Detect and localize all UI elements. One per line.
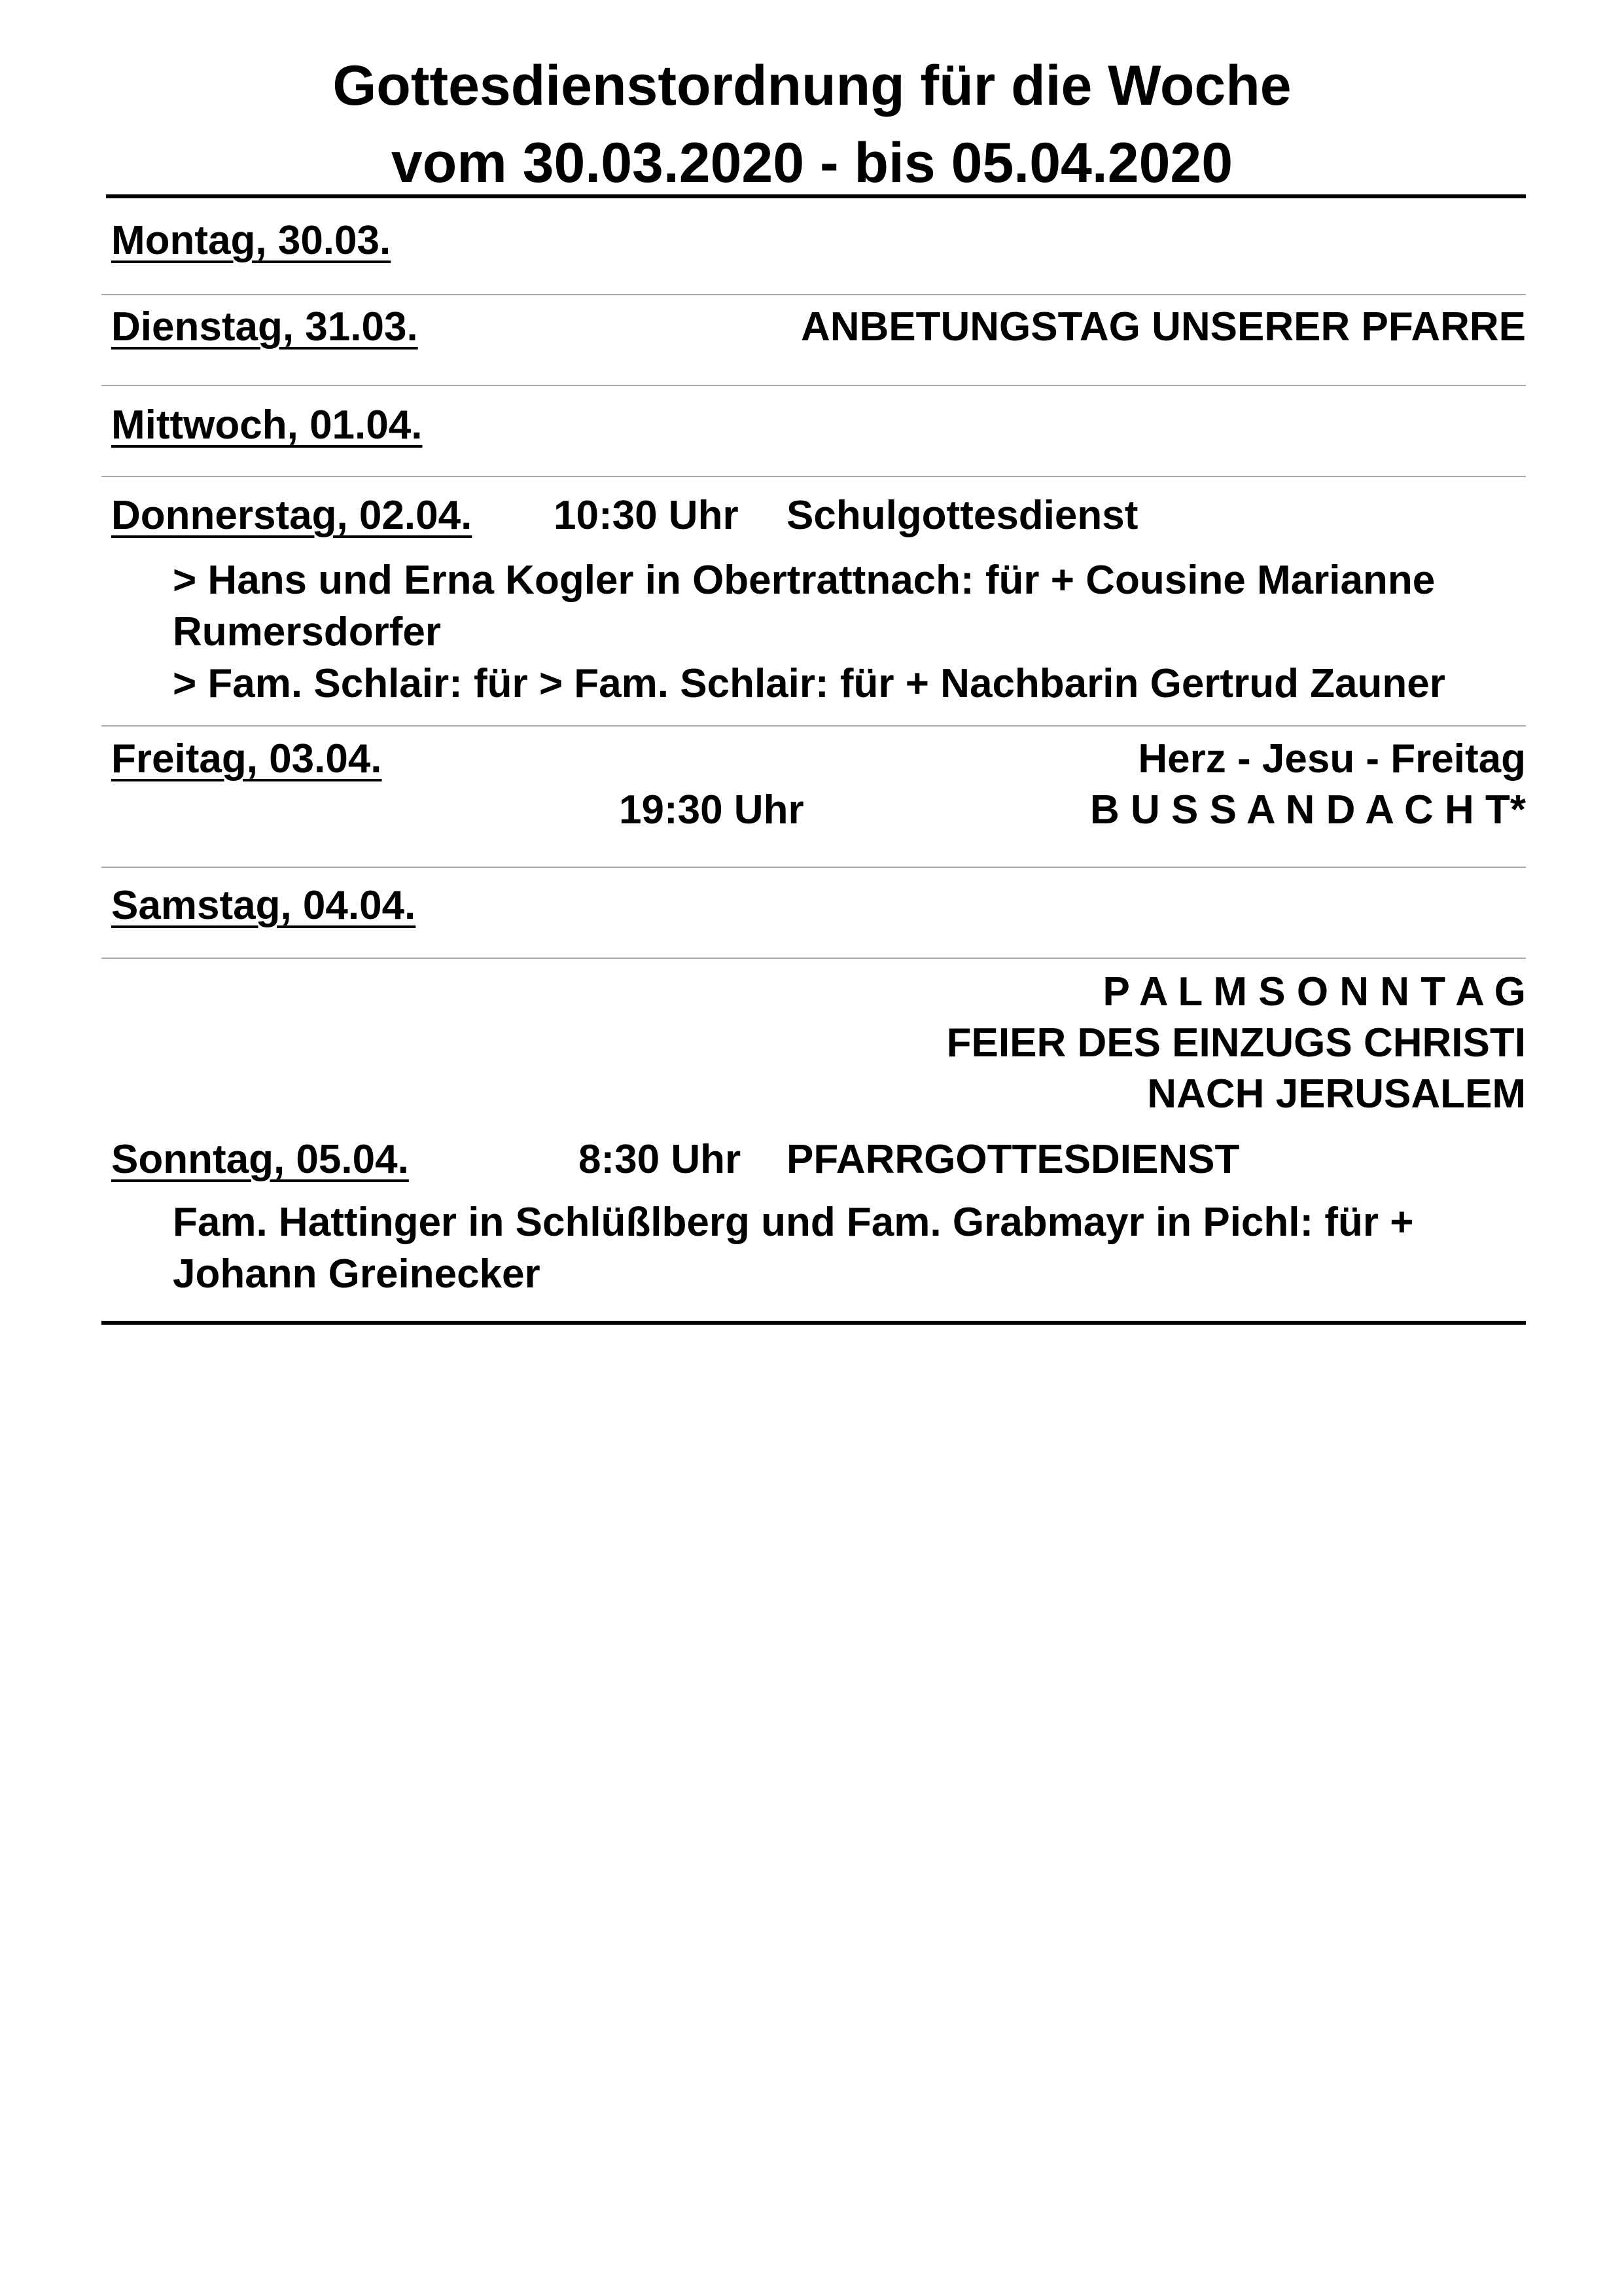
service-name-freitag: B U S S A N D A C H T* (1090, 787, 1526, 833)
feast-heading: FEIER DES EINZUGS CHRISTI (946, 1020, 1526, 1066)
row-divider (101, 476, 1526, 477)
day-label-samstag: Samstag, 04.04. (111, 883, 416, 928)
feast-heading: P A L M S O N N T A G (1103, 969, 1526, 1014)
row-divider (101, 385, 1526, 386)
service-time-donnerstag: 10:30 Uhr (554, 493, 739, 538)
day-label-montag: Montag, 30.03. (111, 218, 391, 263)
row-divider (101, 958, 1526, 959)
service-name-sonntag: PFARRGOTTESDIENST (786, 1137, 1240, 1182)
page-title: Gottesdienstordnung für die Woche (332, 54, 1292, 117)
footer-divider (101, 1321, 1526, 1325)
day-label-donnerstag: Donnerstag, 02.04. (111, 493, 472, 538)
mass-intention: Fam. Hattinger in Schlüßlberg und Fam. Grabmayr in Pichl: für + (173, 1200, 1414, 1245)
feast-heading: NACH JERUSALEM (1147, 1071, 1526, 1117)
mass-intention: > Fam. Schlair: für > Fam. Schlair: für + Nachbarin Gertrud Zauner (173, 661, 1445, 706)
mass-intention: Johann Greinecker (173, 1251, 540, 1297)
day-label-sonntag: Sonntag, 05.04. (111, 1137, 409, 1182)
service-name-donnerstag: Schulgottesdienst (786, 493, 1139, 538)
day-label-mittwoch: Mittwoch, 01.04. (111, 403, 423, 448)
service-time-sonntag: 8:30 Uhr (578, 1137, 741, 1182)
page-subtitle: vom 30.03.2020 - bis 05.04.2020 (391, 132, 1233, 194)
row-divider (101, 725, 1526, 726)
service-time-freitag: 19:30 Uhr (619, 787, 804, 833)
day-label-freitag: Freitag, 03.04. (111, 736, 382, 781)
day-note-freitag: Herz - Jesu - Freitag (1138, 736, 1526, 781)
row-divider (101, 294, 1526, 295)
day-note-dienstag: ANBETUNGSTAG UNSERER PFARRE (800, 304, 1526, 350)
header-divider (106, 194, 1526, 198)
mass-intention: > Hans und Erna Kogler in Obertrattnach: für + Cousine Marianne (173, 558, 1436, 603)
row-divider (101, 867, 1526, 868)
day-label-dienstag: Dienstag, 31.03. (111, 304, 418, 350)
mass-intention: Rumersdorfer (173, 609, 441, 655)
